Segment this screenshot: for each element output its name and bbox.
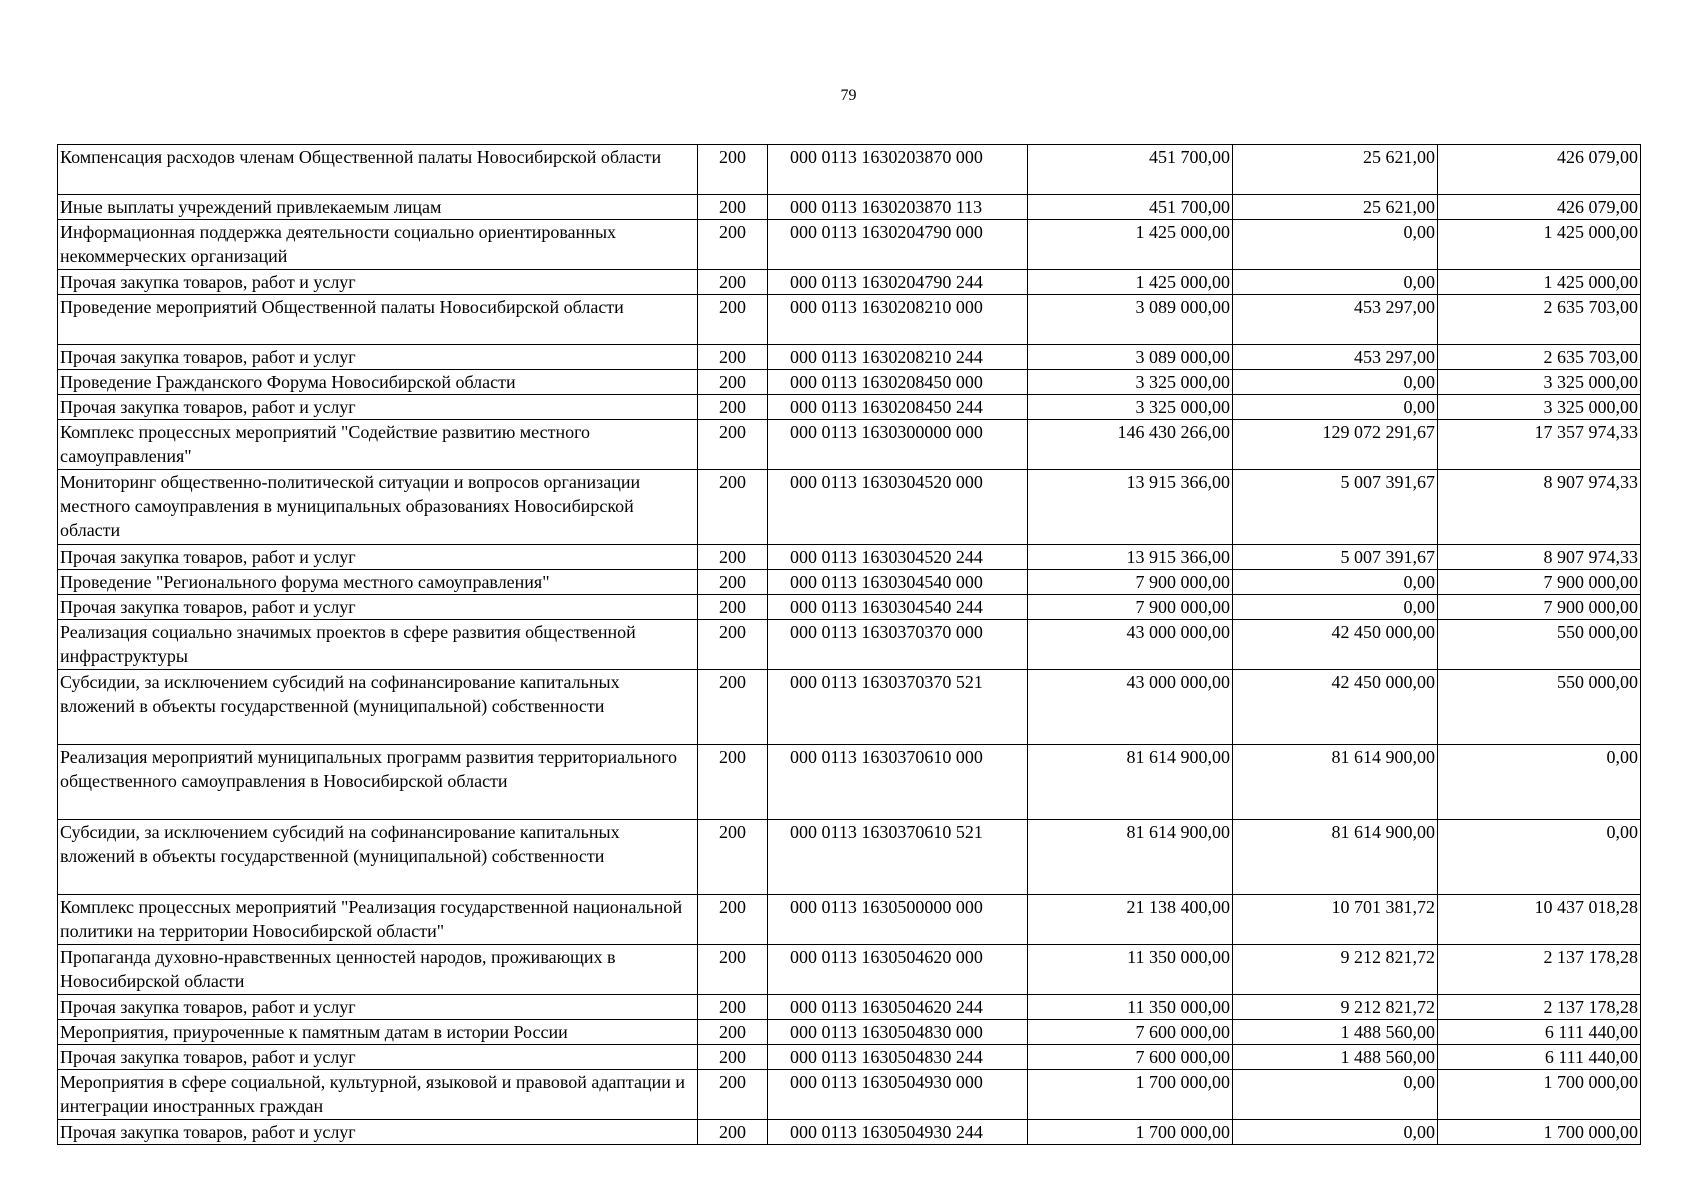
row-executed: 0,00 [1233,220,1438,270]
row-classification: 000 0113 1630304540 000 [768,570,1028,595]
row-approved: 146 430 266,00 [1028,420,1233,470]
row-executed: 453 297,00 [1233,295,1438,345]
row-remaining: 426 079,00 [1438,145,1641,195]
row-remaining: 17 357 974,33 [1438,420,1641,470]
row-approved: 451 700,00 [1028,145,1233,195]
row-code: 200 [698,270,768,295]
row-executed: 0,00 [1233,395,1438,420]
table-row [58,220,1641,270]
row-name: Компенсация расходов членам Общественной палаты Новосибирской области [58,145,698,195]
row-remaining: 2 137 178,28 [1438,995,1641,1020]
row-name: Реализация социально значимых проектов в сфере развития общественной инфраструктуры [58,620,698,670]
row-remaining: 1 425 000,00 [1438,270,1641,295]
row-approved: 13 915 366,00 [1028,545,1233,570]
table-row [58,995,1641,1020]
row-code: 200 [698,595,768,620]
table-row [58,270,1641,295]
row-approved: 7 600 000,00 [1028,1045,1233,1070]
row-code: 200 [698,1070,768,1120]
row-approved: 1 700 000,00 [1028,1070,1233,1120]
row-approved: 3 089 000,00 [1028,295,1233,345]
row-executed: 9 212 821,72 [1233,995,1438,1020]
row-name: Иные выплаты учреждений привлекаемым лицам [58,195,698,220]
row-executed: 0,00 [1233,1120,1438,1145]
row-classification: 000 0113 1630504620 000 [768,945,1028,995]
row-classification: 000 0113 1630504830 000 [768,1020,1028,1045]
row-classification: 000 0113 1630204790 000 [768,220,1028,270]
row-code: 200 [698,620,768,670]
row-remaining: 0,00 [1438,820,1641,895]
row-code: 200 [698,995,768,1020]
row-executed: 0,00 [1233,1070,1438,1120]
row-remaining: 2 635 703,00 [1438,295,1641,345]
table-row [58,1070,1641,1120]
row-remaining: 8 907 974,33 [1438,470,1641,545]
row-remaining: 3 325 000,00 [1438,395,1641,420]
row-code: 200 [698,470,768,545]
row-code: 200 [698,220,768,270]
row-approved: 43 000 000,00 [1028,620,1233,670]
row-name: Прочая закупка товаров, работ и услуг [58,595,698,620]
row-executed: 25 621,00 [1233,145,1438,195]
row-name: Комплекс процессных мероприятий "Содействие развитию местного самоуправления" [58,420,698,470]
row-approved: 43 000 000,00 [1028,670,1233,745]
row-code: 200 [698,670,768,745]
row-approved: 7 600 000,00 [1028,1020,1233,1045]
table-row [58,945,1641,995]
row-approved: 81 614 900,00 [1028,820,1233,895]
row-approved: 7 900 000,00 [1028,595,1233,620]
row-remaining: 0,00 [1438,745,1641,820]
row-code: 200 [698,370,768,395]
table-row [58,420,1641,470]
table-row [58,820,1641,895]
row-name: Информационная поддержка деятельности социально ориентированных некоммерческих организаций [58,220,698,270]
table-row [58,895,1641,945]
row-classification: 000 0113 1630304540 244 [768,595,1028,620]
row-code: 200 [698,145,768,195]
row-classification: 000 0113 1630304520 244 [768,545,1028,570]
table-row [58,1020,1641,1045]
row-approved: 1 425 000,00 [1028,220,1233,270]
row-executed: 81 614 900,00 [1233,820,1438,895]
row-name: Комплекс процессных мероприятий "Реализация государственной национальной политики на территории Новосибирской области" [58,895,698,945]
row-classification: 000 0113 1630208210 244 [768,345,1028,370]
row-code: 200 [698,345,768,370]
row-approved: 7 900 000,00 [1028,570,1233,595]
row-executed: 81 614 900,00 [1233,745,1438,820]
row-approved: 3 325 000,00 [1028,395,1233,420]
row-remaining: 6 111 440,00 [1438,1020,1641,1045]
row-name: Мероприятия, приуроченные к памятным датам в истории России [58,1020,698,1045]
table-row [58,620,1641,670]
row-name: Проведение Гражданского Форума Новосибирской области [58,370,698,395]
row-approved: 11 350 000,00 [1028,995,1233,1020]
row-classification: 000 0113 1630203870 000 [768,145,1028,195]
row-remaining: 7 900 000,00 [1438,595,1641,620]
row-classification: 000 0113 1630370370 000 [768,620,1028,670]
row-code: 200 [698,1120,768,1145]
table-row [58,570,1641,595]
row-classification: 000 0113 1630504930 244 [768,1120,1028,1145]
row-name: Прочая закупка товаров, работ и услуг [58,995,698,1020]
row-code: 200 [698,1020,768,1045]
row-name: Прочая закупка товаров, работ и услуг [58,395,698,420]
page-number: 79 [840,87,857,104]
row-remaining: 2 137 178,28 [1438,945,1641,995]
row-approved: 3 089 000,00 [1028,345,1233,370]
row-code: 200 [698,1045,768,1070]
table-row [58,545,1641,570]
row-executed: 42 450 000,00 [1233,620,1438,670]
row-name: Проведение мероприятий Общественной палаты Новосибирской области [58,295,698,345]
row-remaining: 426 079,00 [1438,195,1641,220]
row-executed: 453 297,00 [1233,345,1438,370]
row-classification: 000 0113 1630208210 000 [768,295,1028,345]
row-classification: 000 0113 1630208450 244 [768,395,1028,420]
row-name: Реализация мероприятий муниципальных программ развития территориального общественного самоуправления в Новосибирской области [58,745,698,820]
row-classification: 000 0113 1630504620 244 [768,995,1028,1020]
table-row [58,595,1641,620]
row-remaining: 1 700 000,00 [1438,1070,1641,1120]
row-remaining: 550 000,00 [1438,670,1641,745]
row-approved: 1 425 000,00 [1028,270,1233,295]
budget-execution-table [57,144,1641,1145]
row-executed: 1 488 560,00 [1233,1020,1438,1045]
table-row [58,195,1641,220]
row-approved: 3 325 000,00 [1028,370,1233,395]
row-approved: 13 915 366,00 [1028,470,1233,545]
row-executed: 5 007 391,67 [1233,545,1438,570]
row-executed: 25 621,00 [1233,195,1438,220]
row-remaining: 7 900 000,00 [1438,570,1641,595]
row-executed: 1 488 560,00 [1233,1045,1438,1070]
row-executed: 0,00 [1233,595,1438,620]
row-approved: 1 700 000,00 [1028,1120,1233,1145]
row-remaining: 6 111 440,00 [1438,1045,1641,1070]
row-classification: 000 0113 1630504930 000 [768,1070,1028,1120]
row-approved: 11 350 000,00 [1028,945,1233,995]
row-code: 200 [698,745,768,820]
row-name: Прочая закупка товаров, работ и услуг [58,1045,698,1070]
row-executed: 10 701 381,72 [1233,895,1438,945]
row-code: 200 [698,195,768,220]
row-classification: 000 0113 1630500000 000 [768,895,1028,945]
table-row [58,145,1641,195]
row-remaining: 1 425 000,00 [1438,220,1641,270]
row-executed: 129 072 291,67 [1233,420,1438,470]
table-row [58,470,1641,545]
row-code: 200 [698,545,768,570]
row-classification: 000 0113 1630208450 000 [768,370,1028,395]
row-name: Прочая закупка товаров, работ и услуг [58,1120,698,1145]
table-row [58,345,1641,370]
row-code: 200 [698,820,768,895]
row-name: Мероприятия в сфере социальной, культурной, языковой и правовой адаптации и интеграции иностранных граждан [58,1070,698,1120]
row-remaining: 2 635 703,00 [1438,345,1641,370]
row-classification: 000 0113 1630300000 000 [768,420,1028,470]
row-code: 200 [698,945,768,995]
row-name: Субсидии, за исключением субсидий на софинансирование капитальных вложений в объекты государственной (муниципальной) собственности [58,820,698,895]
row-code: 200 [698,395,768,420]
row-name: Пропаганда духовно-нравственных ценностей народов, проживающих в Новосибирской области [58,945,698,995]
row-executed: 0,00 [1233,370,1438,395]
row-name: Прочая закупка товаров, работ и услуг [58,270,698,295]
row-classification: 000 0113 1630203870 113 [768,195,1028,220]
row-name: Проведение "Регионального форума местного самоуправления" [58,570,698,595]
table-row [58,295,1641,345]
row-name: Субсидии, за исключением субсидий на софинансирование капитальных вложений в объекты государственной (муниципальной) собственности [58,670,698,745]
table-row [58,370,1641,395]
row-remaining: 550 000,00 [1438,620,1641,670]
row-classification: 000 0113 1630304520 000 [768,470,1028,545]
row-approved: 81 614 900,00 [1028,745,1233,820]
table-row [58,745,1641,820]
table-row [58,395,1641,420]
row-code: 200 [698,420,768,470]
table-row [58,1045,1641,1070]
row-classification: 000 0113 1630370610 000 [768,745,1028,820]
row-remaining: 1 700 000,00 [1438,1120,1641,1145]
row-classification: 000 0113 1630370370 521 [768,670,1028,745]
row-approved: 21 138 400,00 [1028,895,1233,945]
row-name: Прочая закупка товаров, работ и услуг [58,545,698,570]
row-executed: 42 450 000,00 [1233,670,1438,745]
row-executed: 0,00 [1233,270,1438,295]
row-classification: 000 0113 1630204790 244 [768,270,1028,295]
row-remaining: 8 907 974,33 [1438,545,1641,570]
table-row [58,670,1641,745]
row-code: 200 [698,295,768,345]
row-approved: 451 700,00 [1028,195,1233,220]
row-executed: 5 007 391,67 [1233,470,1438,545]
row-classification: 000 0113 1630370610 521 [768,820,1028,895]
table-row [58,1120,1641,1145]
row-executed: 0,00 [1233,570,1438,595]
row-classification: 000 0113 1630504830 244 [768,1045,1028,1070]
row-code: 200 [698,570,768,595]
row-executed: 9 212 821,72 [1233,945,1438,995]
row-name: Прочая закупка товаров, работ и услуг [58,345,698,370]
row-remaining: 10 437 018,28 [1438,895,1641,945]
row-name: Мониторинг общественно-политической ситуации и вопросов организации местного самоуправления в муниципальных образованиях Новосибирской области [58,470,698,545]
row-remaining: 3 325 000,00 [1438,370,1641,395]
row-code: 200 [698,895,768,945]
